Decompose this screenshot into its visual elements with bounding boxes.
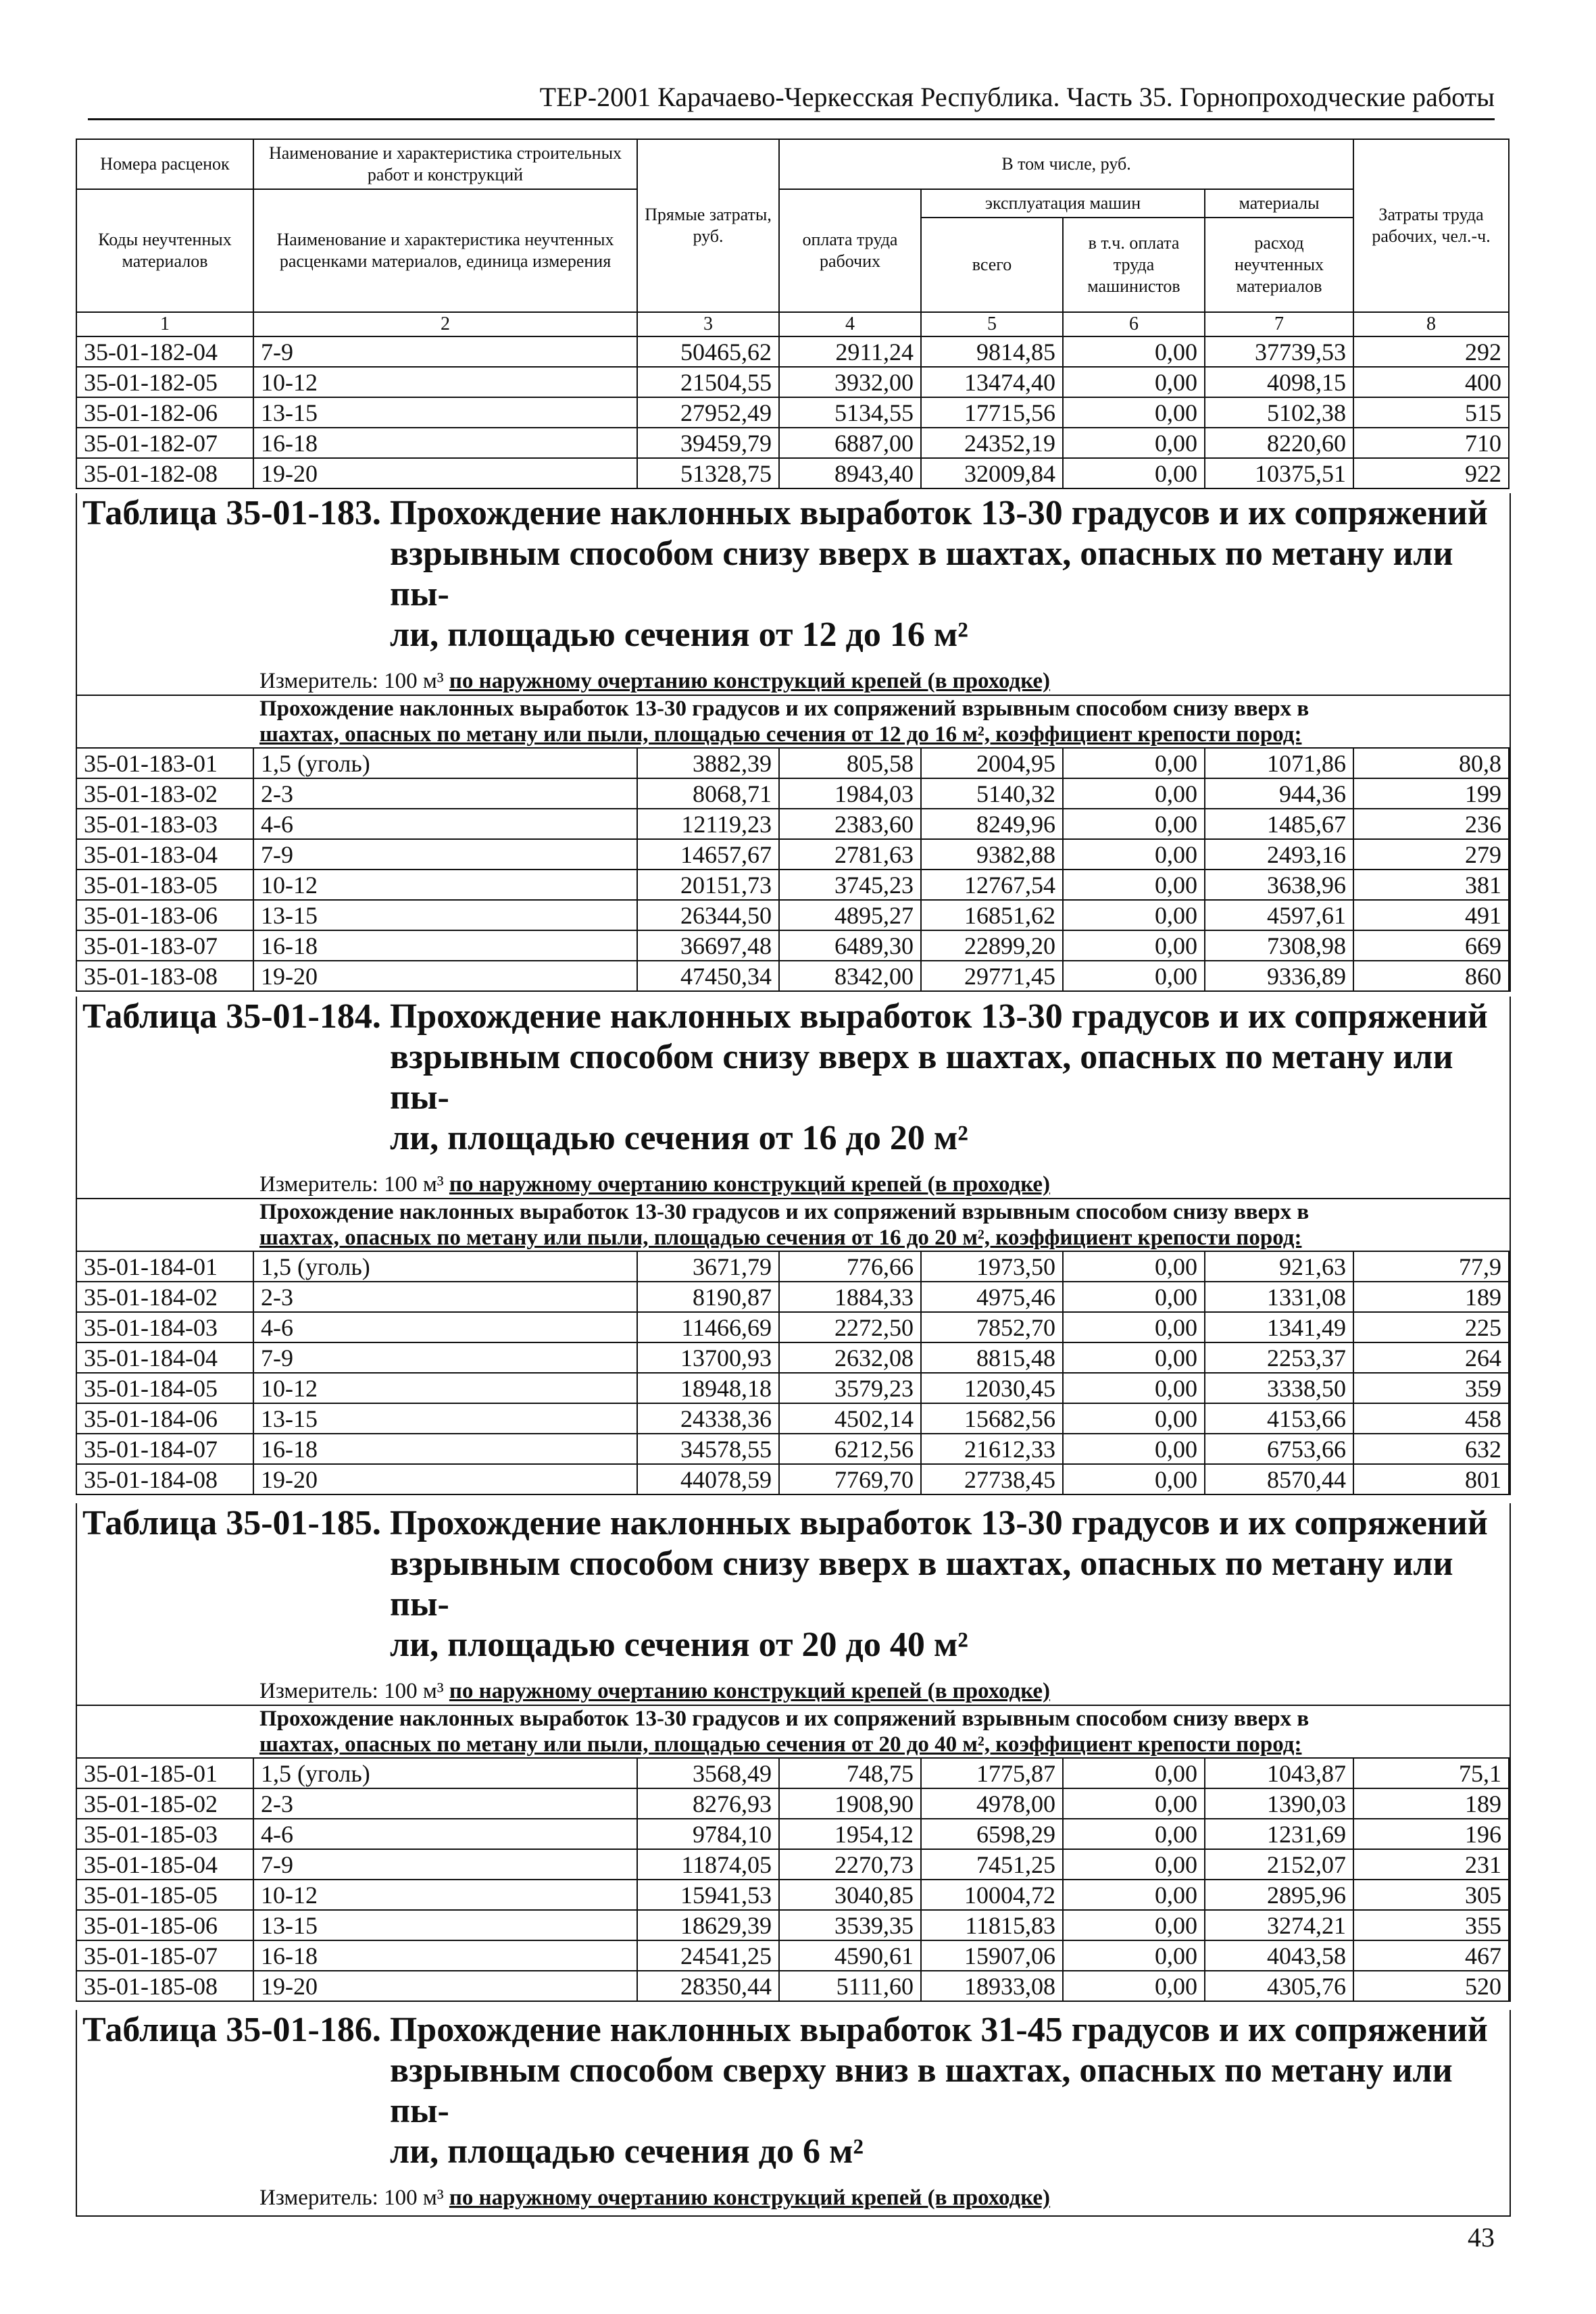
value-cell: 3932,00 [779,367,921,397]
value-cell: 467 [1353,1940,1509,1971]
value-cell: 6887,00 [779,428,921,458]
value-cell: 189 [1353,1788,1509,1819]
value-cell: 1043,87 [1205,1758,1353,1788]
value-cell: 15907,06 [921,1940,1063,1971]
table-184-description: Прохождение наклонных выработок 13-30 градусов и их сопряжений взрывным способом снизу вверх в шахтах, опасных по метану или пыли, площадью сечения от 16 до 20 м², коэффициент крепости пород: [77,1198,1510,1251]
table-row [76,1910,1509,1940]
value-cell: 400 [1353,367,1509,397]
value-cell: 29771,45 [921,961,1063,991]
value-cell: 2152,07 [1205,1849,1353,1880]
value-cell: 3671,79 [637,1251,779,1282]
value-cell: 16851,62 [921,900,1063,930]
value-cell: 710 [1353,428,1509,458]
value-cell: 4895,27 [779,900,921,930]
table-row [76,930,1509,961]
value-cell: 264 [1353,1342,1509,1373]
table-row [76,367,1509,397]
value-cell: 922 [1353,458,1509,488]
rock-hardness-cell: 10-12 [253,1373,637,1403]
value-cell: 39459,79 [637,428,779,458]
table-row [76,1758,1509,1788]
value-cell: 199 [1353,778,1509,809]
value-cell: 7852,70 [921,1312,1063,1342]
table-row [76,336,1509,367]
rock-hardness-cell: 1,5 (уголь) [253,748,637,778]
table-row [76,428,1509,458]
value-cell: 8815,48 [921,1342,1063,1373]
value-cell: 0,00 [1063,397,1205,428]
value-cell: 0,00 [1063,930,1205,961]
rate-code-cell: 35-01-184-06 [76,1403,253,1434]
value-cell: 5111,60 [779,1971,921,2001]
value-cell: 3568,49 [637,1758,779,1788]
value-cell: 27952,49 [637,397,779,428]
value-cell: 0,00 [1063,1971,1205,2001]
table-185-description: Прохождение наклонных выработок 13-30 градусов и их сопряжений взрывным способом снизу вверх в шахтах, опасных по метану или пыли, площадью сечения от 20 до 40 м², коэффициент крепости пород: [77,1705,1510,1757]
value-cell: 18948,18 [637,1373,779,1403]
value-cell: 0,00 [1063,839,1205,870]
rock-hardness-cell: 13-15 [253,397,637,428]
rate-code-cell: 35-01-183-06 [76,900,253,930]
col-material-codes: Коды неучтенных материалов [76,189,253,312]
rate-code-cell: 35-01-185-03 [76,1819,253,1849]
value-cell: 2895,96 [1205,1880,1353,1910]
value-cell: 0,00 [1063,961,1205,991]
value-cell: 2493,16 [1205,839,1353,870]
value-cell: 14657,67 [637,839,779,870]
value-cell: 196 [1353,1819,1509,1849]
value-cell: 4098,15 [1205,367,1353,397]
rock-hardness-cell: 4-6 [253,1819,637,1849]
value-cell: 18629,39 [637,1910,779,1940]
value-cell: 0,00 [1063,809,1205,839]
value-cell: 292 [1353,336,1509,367]
rock-hardness-cell: 10-12 [253,367,637,397]
rock-hardness-cell: 16-18 [253,428,637,458]
value-cell: 6489,30 [779,930,921,961]
table-184-measure: Измеритель: 100 м³ по наружному очертанию конструкций крепей (в проходке) [259,1172,1051,1197]
rock-hardness-cell: 7-9 [253,1342,637,1373]
value-cell: 381 [1353,870,1509,900]
value-cell: 1331,08 [1205,1282,1353,1312]
value-cell: 3539,35 [779,1910,921,1940]
value-cell: 5140,32 [921,778,1063,809]
value-cell: 1884,33 [779,1282,921,1312]
rate-code-cell: 35-01-183-08 [76,961,253,991]
rate-code-cell: 35-01-182-05 [76,367,253,397]
value-cell: 2270,73 [779,1849,921,1880]
table-row [76,1373,1509,1403]
table-183-grid [76,747,1510,992]
value-cell: 355 [1353,1910,1509,1940]
value-cell: 1908,90 [779,1788,921,1819]
rate-code-cell: 35-01-185-04 [76,1849,253,1880]
value-cell: 0,00 [1063,367,1205,397]
rate-code-cell: 35-01-184-04 [76,1342,253,1373]
table-185-grid [76,1757,1510,2002]
value-cell: 0,00 [1063,1403,1205,1434]
table-184-grid [76,1251,1510,1495]
value-cell: 7769,70 [779,1464,921,1494]
value-cell: 0,00 [1063,1434,1205,1464]
value-cell: 8220,60 [1205,428,1353,458]
table-184-title: Таблица 35-01-184. Прохождение наклонных выработок 13-30 градусов и их сопряжений взрывным способом снизу вверх в шахтах, опасных по метану или пы- ли, площадью сечения от 16 до 20 м² [82,997,1488,1157]
rock-hardness-cell: 10-12 [253,870,637,900]
value-cell: 5102,38 [1205,397,1353,428]
value-cell: 28350,44 [637,1971,779,2001]
page-number: 43 [1468,2222,1495,2253]
table-row [76,1282,1509,1312]
rate-code-cell: 35-01-184-02 [76,1282,253,1312]
value-cell: 7451,25 [921,1849,1063,1880]
value-cell: 4043,58 [1205,1940,1353,1971]
value-cell: 1071,86 [1205,748,1353,778]
value-cell: 0,00 [1063,1342,1205,1373]
value-cell: 3040,85 [779,1880,921,1910]
value-cell: 9382,88 [921,839,1063,870]
rate-code-cell: 35-01-182-04 [76,336,253,367]
col-direct-costs: Прямые затраты, руб. [637,139,779,312]
value-cell: 491 [1353,900,1509,930]
table-185-measure: Измеритель: 100 м³ по наружному очертанию конструкций крепей (в проходке) [259,1679,1051,1703]
value-cell: 225 [1353,1312,1509,1342]
rock-hardness-cell: 16-18 [253,1940,637,1971]
table-183-title: Таблица 35-01-183. Прохождение наклонных выработок 13-30 градусов и их сопряжений взрывным способом снизу вверх в шахтах, опасных по метану или пы- ли, площадью сечения от 12 до 16 м² [82,494,1488,654]
rate-code-cell: 35-01-183-02 [76,778,253,809]
table-row [76,870,1509,900]
value-cell: 11874,05 [637,1849,779,1880]
value-cell: 748,75 [779,1758,921,1788]
rock-hardness-cell: 13-15 [253,1403,637,1434]
value-cell: 1390,03 [1205,1788,1353,1819]
value-cell: 8570,44 [1205,1464,1353,1494]
table-row [76,1971,1509,2001]
rate-code-cell: 35-01-183-03 [76,809,253,839]
value-cell: 32009,84 [921,458,1063,488]
rate-code-cell: 35-01-183-07 [76,930,253,961]
value-cell: 4305,76 [1205,1971,1353,2001]
value-cell: 4502,14 [779,1403,921,1434]
table-row [76,1464,1509,1494]
value-cell: 6598,29 [921,1819,1063,1849]
rate-code-cell: 35-01-185-07 [76,1940,253,1971]
table-row [76,1403,1509,1434]
value-cell: 18933,08 [921,1971,1063,2001]
value-cell: 4597,61 [1205,900,1353,930]
value-cell: 0,00 [1063,1849,1205,1880]
table-row [76,961,1509,991]
table-row [76,397,1509,428]
value-cell: 9336,89 [1205,961,1353,991]
col-materials: материалы [1205,189,1353,218]
value-cell: 5134,55 [779,397,921,428]
value-cell: 80,8 [1353,748,1509,778]
table-row [76,1880,1509,1910]
value-cell: 8276,93 [637,1788,779,1819]
value-cell: 0,00 [1063,1880,1205,1910]
rock-hardness-cell: 16-18 [253,1434,637,1464]
rock-hardness-cell: 13-15 [253,900,637,930]
value-cell: 37739,53 [1205,336,1353,367]
table-row [76,1434,1509,1464]
value-cell: 1984,03 [779,778,921,809]
value-cell: 10004,72 [921,1880,1063,1910]
value-cell: 0,00 [1063,1940,1205,1971]
table-row [76,1940,1509,1971]
rock-hardness-cell: 19-20 [253,1464,637,1494]
value-cell: 3638,96 [1205,870,1353,900]
table-row [76,1251,1509,1282]
rock-hardness-cell: 19-20 [253,458,637,488]
value-cell: 0,00 [1063,1312,1205,1342]
value-cell: 9784,10 [637,1819,779,1849]
value-cell: 17715,56 [921,397,1063,428]
rate-code-cell: 35-01-185-02 [76,1788,253,1819]
value-cell: 1973,50 [921,1251,1063,1282]
value-cell: 1954,12 [779,1819,921,1849]
rock-hardness-cell: 19-20 [253,1971,637,2001]
table-row [76,1788,1509,1819]
value-cell: 2004,95 [921,748,1063,778]
value-cell: 359 [1353,1373,1509,1403]
value-cell: 236 [1353,809,1509,839]
table-185-section [76,1503,1511,2002]
table-row [76,1312,1509,1342]
rock-hardness-cell: 1,5 (уголь) [253,1758,637,1788]
value-cell: 0,00 [1063,1910,1205,1940]
value-cell: 515 [1353,397,1509,428]
value-cell: 2383,60 [779,809,921,839]
value-cell: 0,00 [1063,870,1205,900]
value-cell: 801 [1353,1464,1509,1494]
table-186-measure: Измеритель: 100 м³ по наружному очертанию конструкций крепей (в проходке) [259,2186,1051,2210]
value-cell: 231 [1353,1849,1509,1880]
table-row [76,748,1509,778]
value-cell: 669 [1353,930,1509,961]
rate-code-cell: 35-01-185-08 [76,1971,253,2001]
col-machinist-pay: в т.ч. оплата труда машинистов [1063,218,1205,312]
table-186-section [76,2010,1511,2217]
value-cell: 24352,19 [921,428,1063,458]
rock-hardness-cell: 13-15 [253,1910,637,1940]
table-row [76,839,1509,870]
value-cell: 11815,83 [921,1910,1063,1940]
value-cell: 20151,73 [637,870,779,900]
value-cell: 8249,96 [921,809,1063,839]
value-cell: 8943,40 [779,458,921,488]
table-row [76,1342,1509,1373]
col-work-name: Наименование и характеристика строительных работ и конструкций [253,139,637,189]
column-number-row: 1 2 3 4 5 6 7 8 [76,312,1509,336]
value-cell: 632 [1353,1434,1509,1464]
value-cell: 0,00 [1063,1373,1205,1403]
value-cell: 11466,69 [637,1312,779,1342]
rock-hardness-cell: 2-3 [253,1788,637,1819]
value-cell: 0,00 [1063,458,1205,488]
table-row [76,809,1509,839]
running-header: ТЕР-2001 Карачаево-Черкесская Республика. Часть 35. Горнопроходческие работы [88,81,1495,120]
col-machines: эксплуатация машин [921,189,1205,218]
rock-hardness-cell: 7-9 [253,839,637,870]
rate-code-cell: 35-01-183-04 [76,839,253,870]
value-cell: 305 [1353,1880,1509,1910]
value-cell: 12767,54 [921,870,1063,900]
value-cell: 77,9 [1353,1251,1509,1282]
rate-code-cell: 35-01-182-08 [76,458,253,488]
value-cell: 50465,62 [637,336,779,367]
value-cell: 12030,45 [921,1373,1063,1403]
rate-code-cell: 35-01-184-01 [76,1251,253,1282]
value-cell: 12119,23 [637,809,779,839]
value-cell: 15682,56 [921,1403,1063,1434]
table-184-section [76,997,1511,1495]
value-cell: 0,00 [1063,1788,1205,1819]
rate-code-cell: 35-01-183-01 [76,748,253,778]
col-materials-use: расход неучтенных материалов [1205,218,1353,312]
value-cell: 0,00 [1063,428,1205,458]
value-cell: 1341,49 [1205,1312,1353,1342]
value-cell: 1485,67 [1205,809,1353,839]
value-cell: 9814,85 [921,336,1063,367]
table-row [76,458,1509,488]
value-cell: 805,58 [779,748,921,778]
rock-hardness-cell: 19-20 [253,961,637,991]
value-cell: 0,00 [1063,1251,1205,1282]
value-cell: 0,00 [1063,748,1205,778]
col-material-name: Наименование и характеристика неучтенных расценками материалов, единица измерения [253,189,637,312]
value-cell: 8190,87 [637,1282,779,1312]
value-cell: 4153,66 [1205,1403,1353,1434]
value-cell: 15941,53 [637,1880,779,1910]
value-cell: 520 [1353,1971,1509,2001]
rate-code-cell: 35-01-184-07 [76,1434,253,1464]
value-cell: 7308,98 [1205,930,1353,961]
rock-hardness-cell: 2-3 [253,778,637,809]
col-labor-pay: оплата труда рабочих [779,189,921,312]
rock-hardness-cell: 2-3 [253,1282,637,1312]
value-cell: 21504,55 [637,367,779,397]
value-cell: 3274,21 [1205,1910,1353,1940]
table-row [76,1849,1509,1880]
rock-hardness-cell: 16-18 [253,930,637,961]
table-row [76,900,1509,930]
rate-code-cell: 35-01-184-03 [76,1312,253,1342]
table-183-measure: Измеритель: 100 м³ по наружному очертанию конструкций крепей (в проходке) [259,669,1051,693]
value-cell: 0,00 [1063,1758,1205,1788]
value-cell: 860 [1353,961,1509,991]
rock-hardness-cell: 4-6 [253,809,637,839]
col-including: В том числе, руб. [779,139,1353,189]
value-cell: 22899,20 [921,930,1063,961]
value-cell: 776,66 [779,1251,921,1282]
value-cell: 27738,45 [921,1464,1063,1494]
col-rate-numbers: Номера расценок [76,139,253,189]
rate-code-cell: 35-01-183-05 [76,870,253,900]
rate-code-cell: 35-01-182-07 [76,428,253,458]
value-cell: 458 [1353,1403,1509,1434]
table-185-title: Таблица 35-01-185. Прохождение наклонных выработок 13-30 градусов и их сопряжений взрывным способом снизу вверх в шахтах, опасных по метану или пы- ли, площадью сечения от 20 до 40 м² [82,1504,1488,1664]
value-cell: 2253,37 [1205,1342,1353,1373]
rock-hardness-cell: 4-6 [253,1312,637,1342]
table-183-description: Прохождение наклонных выработок 13-30 градусов и их сопряжений взрывным способом снизу вверх в шахтах, опасных по метану или пыли, площадью сечения от 12 до 16 м², коэффициент крепости пород: [77,695,1510,747]
value-cell: 75,1 [1353,1758,1509,1788]
value-cell: 4590,61 [779,1940,921,1971]
table-row [76,1819,1509,1849]
rate-code-cell: 35-01-184-05 [76,1373,253,1403]
value-cell: 3882,39 [637,748,779,778]
table-183-section [76,493,1511,992]
value-cell: 8342,00 [779,961,921,991]
col-labor-cost: Затраты труда рабочих, чел.-ч. [1353,139,1509,312]
rate-code-cell: 35-01-185-01 [76,1758,253,1788]
value-cell: 10375,51 [1205,458,1353,488]
rates-table-182 [76,139,1510,489]
value-cell: 2781,63 [779,839,921,870]
value-cell: 3745,23 [779,870,921,900]
rock-hardness-cell: 7-9 [253,336,637,367]
value-cell: 24541,25 [637,1940,779,1971]
table-186-title: Таблица 35-01-186. Прохождение наклонных выработок 31-45 градусов и их сопряжений взрывным способом сверху вниз в шахтах, опасных по метану или пы- ли, площадью сечения до 6 м² [82,2011,1488,2171]
value-cell: 0,00 [1063,1819,1205,1849]
rate-code-cell: 35-01-185-06 [76,1910,253,1940]
value-cell: 2632,08 [779,1342,921,1373]
value-cell: 2272,50 [779,1312,921,1342]
rate-code-cell: 35-01-182-06 [76,397,253,428]
value-cell: 0,00 [1063,900,1205,930]
value-cell: 0,00 [1063,1282,1205,1312]
value-cell: 0,00 [1063,778,1205,809]
value-cell: 0,00 [1063,1464,1205,1494]
table-row [76,778,1509,809]
value-cell: 1775,87 [921,1758,1063,1788]
value-cell: 44078,59 [637,1464,779,1494]
col-machines-total: всего [921,218,1063,312]
value-cell: 921,63 [1205,1251,1353,1282]
value-cell: 6212,56 [779,1434,921,1464]
value-cell: 26344,50 [637,900,779,930]
value-cell: 8068,71 [637,778,779,809]
value-cell: 189 [1353,1282,1509,1312]
value-cell: 1231,69 [1205,1819,1353,1849]
value-cell: 36697,48 [637,930,779,961]
value-cell: 279 [1353,839,1509,870]
value-cell: 0,00 [1063,336,1205,367]
value-cell: 4978,00 [921,1788,1063,1819]
value-cell: 13474,40 [921,367,1063,397]
value-cell: 6753,66 [1205,1434,1353,1464]
value-cell: 13700,93 [637,1342,779,1373]
value-cell: 4975,46 [921,1282,1063,1312]
value-cell: 2911,24 [779,336,921,367]
value-cell: 3338,50 [1205,1373,1353,1403]
value-cell: 47450,34 [637,961,779,991]
value-cell: 51328,75 [637,458,779,488]
value-cell: 3579,23 [779,1373,921,1403]
rock-hardness-cell: 7-9 [253,1849,637,1880]
value-cell: 24338,36 [637,1403,779,1434]
rock-hardness-cell: 1,5 (уголь) [253,1251,637,1282]
rate-code-cell: 35-01-184-08 [76,1464,253,1494]
rate-code-cell: 35-01-185-05 [76,1880,253,1910]
value-cell: 21612,33 [921,1434,1063,1464]
rock-hardness-cell: 10-12 [253,1880,637,1910]
value-cell: 944,36 [1205,778,1353,809]
value-cell: 34578,55 [637,1434,779,1464]
